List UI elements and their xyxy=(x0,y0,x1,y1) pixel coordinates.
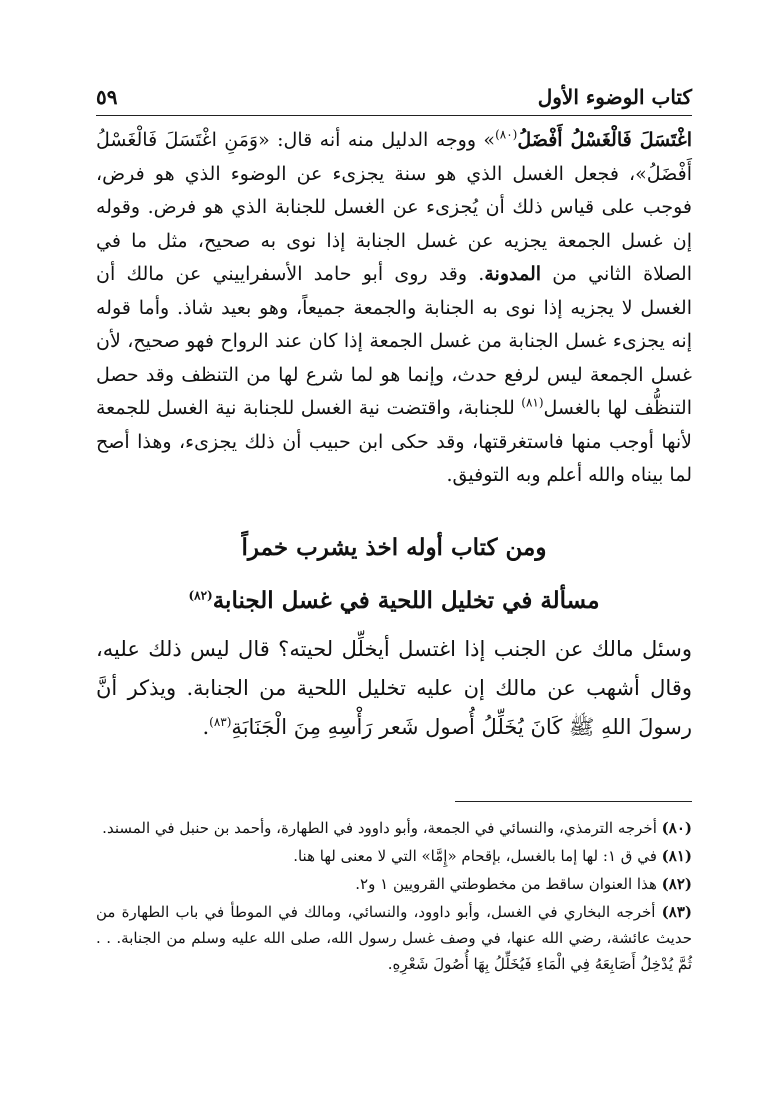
running-head: كتاب الوضوء الأول xyxy=(537,85,692,109)
footnote-83 xyxy=(96,899,692,977)
footnote-number: (٨١) xyxy=(661,847,692,865)
footnote-rule xyxy=(455,801,692,802)
footnote-81 xyxy=(96,843,692,869)
paragraph-2 xyxy=(96,630,692,747)
question-text: وسئل مالك عن الجنب إذا اغتسل أيخلِّل لحيته؟ قال ليس ذلك عليه، وقال أشهب عن مالك إن عليه تخليل اللحية من الجنابة. ويذكر أنَّ رسولَ اللهِ ﷺ كَانَ يُخَلِّلُ أُصول شَعر رَأْسِهِ مِنَ الْجَنَابَةِ xyxy=(96,637,692,739)
page-number: ٥٩ xyxy=(96,85,118,109)
bold-term-mudawwana: المدونة xyxy=(484,263,542,285)
paragraph-1 xyxy=(96,124,692,493)
footnote-ref-83: (٨٣) xyxy=(209,715,232,729)
quote-bold: اغْتَسَلَ فَالْغَسْلُ أَفْضَلُ xyxy=(517,129,692,151)
main-paragraph xyxy=(96,124,692,493)
footnote-82 xyxy=(96,871,692,897)
footnote-number: (٨٠) xyxy=(661,819,692,837)
footnote-number: (٨٢) xyxy=(661,875,692,893)
paragraph-text: » ووجه الدليل منه أنه قال: «وَمَنِ اغْتَسَلَ فَالْغَسْلُ أَفْضَلُ»، فجعل الغسل الذي هو سنة يجزىء عن الوضوء الذي هو فرض، فوجب على قياس ذلك أن يُجزىء عن الغسل للجنابة الذي هو فرض. وقوله إن غسل الجمعة يجزيه عن غسل الجنابة إذا نوى به صحيح، مثل ما في الصلاة الثاني من xyxy=(96,129,692,285)
footnote-text: هذا العنوان ساقط من مخطوطتي القرويين ١ و٢. xyxy=(355,875,657,893)
footnote-text: أخرجه الترمذي، والنسائي في الجمعة، وأبو داوود في الطهارة، وأحمد بن حنبل في المسند. xyxy=(102,819,657,837)
footnotes xyxy=(96,815,692,979)
question-paragraph xyxy=(96,630,692,747)
subsection-heading-text: مسألة في تخليل اللحية في غسل الجنابة xyxy=(212,587,600,614)
footnote-ref-82: (٨٢) xyxy=(188,588,213,603)
paragraph-text-2: . وقد روى أبو حامد الأسفراييني عن مالك أن الغسل لا يجزيه إذا نوى به الجنابة والجمعة جميعاً، وهو بعيد شاذ. وأما قوله إنه يجزىء غسل الجنابة من غسل الجمعة إذا كان عند الرواح فهو صحيح، لأن غسل الجمعة ليس لرفع حدث، وإنما هو لما شرع لها من التنظف وقد حصل التنظُّف لها بالغسل xyxy=(96,263,692,419)
footnote-number: (٨٣) xyxy=(661,903,692,921)
footnote-text: أخرجه البخاري في الغسل، وأبو داوود، والنسائي، ومالك في الموطأ في باب الطهارة من حديث عائشة، رضي الله عنها، في وصف غسل رسول الله، صلى الله عليه وسلم من الجنابة. . . ثُمَّ يُدْخِلُ أَصَابِعَهُ فِي الْمَاءِ فَيُخَلِّلُ بِهَا أُصُولَ شَعْرِهِ. xyxy=(96,903,692,973)
subsection-heading xyxy=(96,585,692,617)
footnote-ref-80: (٨٠) xyxy=(495,127,518,142)
header-rule xyxy=(96,115,692,116)
footnote-80 xyxy=(96,815,692,841)
paragraph-text-3: للجنابة، واقتضت نية الغسل للجنابة نية الغسل للجمعة لأنها أوجب منها فاستغرقتها، وقد حكى ابن حبيب أن ذلك يجزىء، وهذا أصح لما بيناه والله أعلم وبه التوفيق. xyxy=(96,397,692,486)
question-text-end: . xyxy=(202,715,210,739)
footnote-text: في ق ١: لها إما بالغسل، بإقحام «إِمَّا» التي لا معنى لها هنا. xyxy=(293,847,657,865)
page-header xyxy=(96,80,692,114)
section-heading: ومن كتاب أوله اخذ يشرب خمراً xyxy=(241,534,547,561)
footnote-ref-81: (٨١) xyxy=(521,395,544,410)
